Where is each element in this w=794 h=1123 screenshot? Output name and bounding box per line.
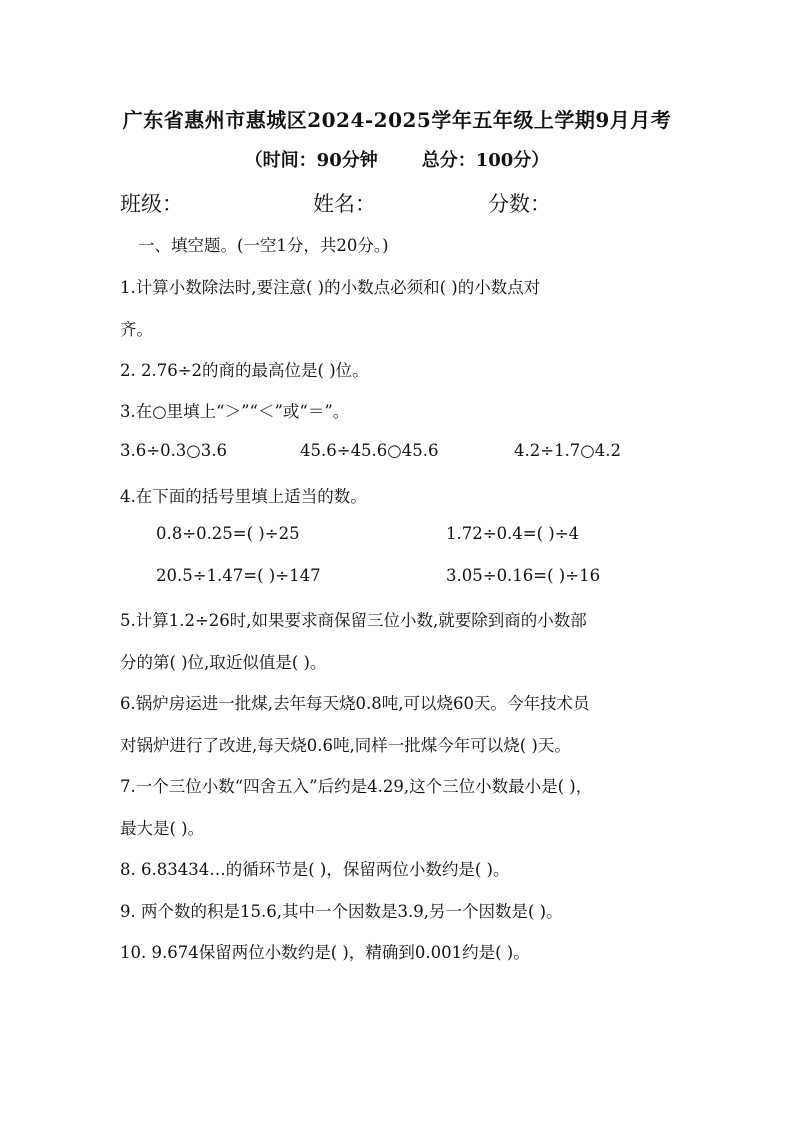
question-9: 9. 两个数的积是15.6,其中一个因数是3.9,另一个因数是( )。: [120, 902, 563, 921]
compare-item: 45.6÷45.6○45.6: [300, 441, 439, 460]
question-8: 8. 6.83434…的循环节是( )，保留两位小数约是( )。: [120, 860, 510, 879]
fill-item: 20.5÷1.47=( )÷147: [156, 566, 321, 585]
total-score-info: 总分：100分）: [421, 150, 550, 171]
exam-subtitle: [0, 146, 794, 172]
fill-item: 3.05÷0.16=( )÷16: [446, 566, 601, 585]
class-label: 班级：: [120, 192, 183, 216]
question-1-line-1: 1.计算小数除法时,要注意( )的小数点必须和( )的小数点对: [120, 278, 541, 297]
time-info: （时间：90分钟: [244, 150, 378, 171]
question-6-line-1: 6.锅炉房运进一批煤,去年每天烧0.8吨,可以烧60天。今年技术员: [120, 694, 590, 713]
fill-item: 1.72÷0.4=( )÷4: [446, 524, 580, 543]
question-10: 10. 9.674保留两位小数约是( )，精确到0.001约是( )。: [120, 943, 530, 962]
question-7-line-2: 最大是( )。: [120, 819, 205, 838]
question-2: 2. 2.76÷2的商的最高位是( )位。: [120, 361, 369, 380]
score-label: 分数：: [488, 192, 551, 216]
compare-item: 4.2÷1.7○4.2: [514, 441, 621, 460]
question-4: 4.在下面的括号里填上适当的数。: [120, 487, 367, 506]
question-5-line-1: 5.计算1.2÷26时,如果要求商保留三位小数,就要除到商的小数部: [120, 611, 587, 630]
question-3: 3.在○里填上“＞”“＜”或“＝”。: [120, 402, 350, 421]
question-7-line-1: 7.一个三位小数“四舍五入”后约是4.29,这个三位小数最小是( )，: [120, 777, 593, 796]
question-6-line-2: 对锅炉进行了改进,每天烧0.6吨,同样一批煤今年可以烧( )天。: [120, 736, 571, 755]
question-5-line-2: 分的第( )位,取近似值是( )。: [120, 653, 327, 672]
page-title: 广东省惠州市惠城区2024-2025学年五年级上学期9月月考: [122, 108, 672, 132]
section-heading: 一、填空题。(一空1分，共20分。): [138, 236, 389, 255]
fill-item: 0.8÷0.25=( )÷25: [156, 524, 300, 543]
question-1-line-2: 齐。: [120, 320, 153, 339]
student-info-row: [120, 188, 680, 218]
compare-item: 3.6÷0.3○3.6: [120, 441, 227, 460]
name-label: 姓名：: [313, 192, 376, 216]
